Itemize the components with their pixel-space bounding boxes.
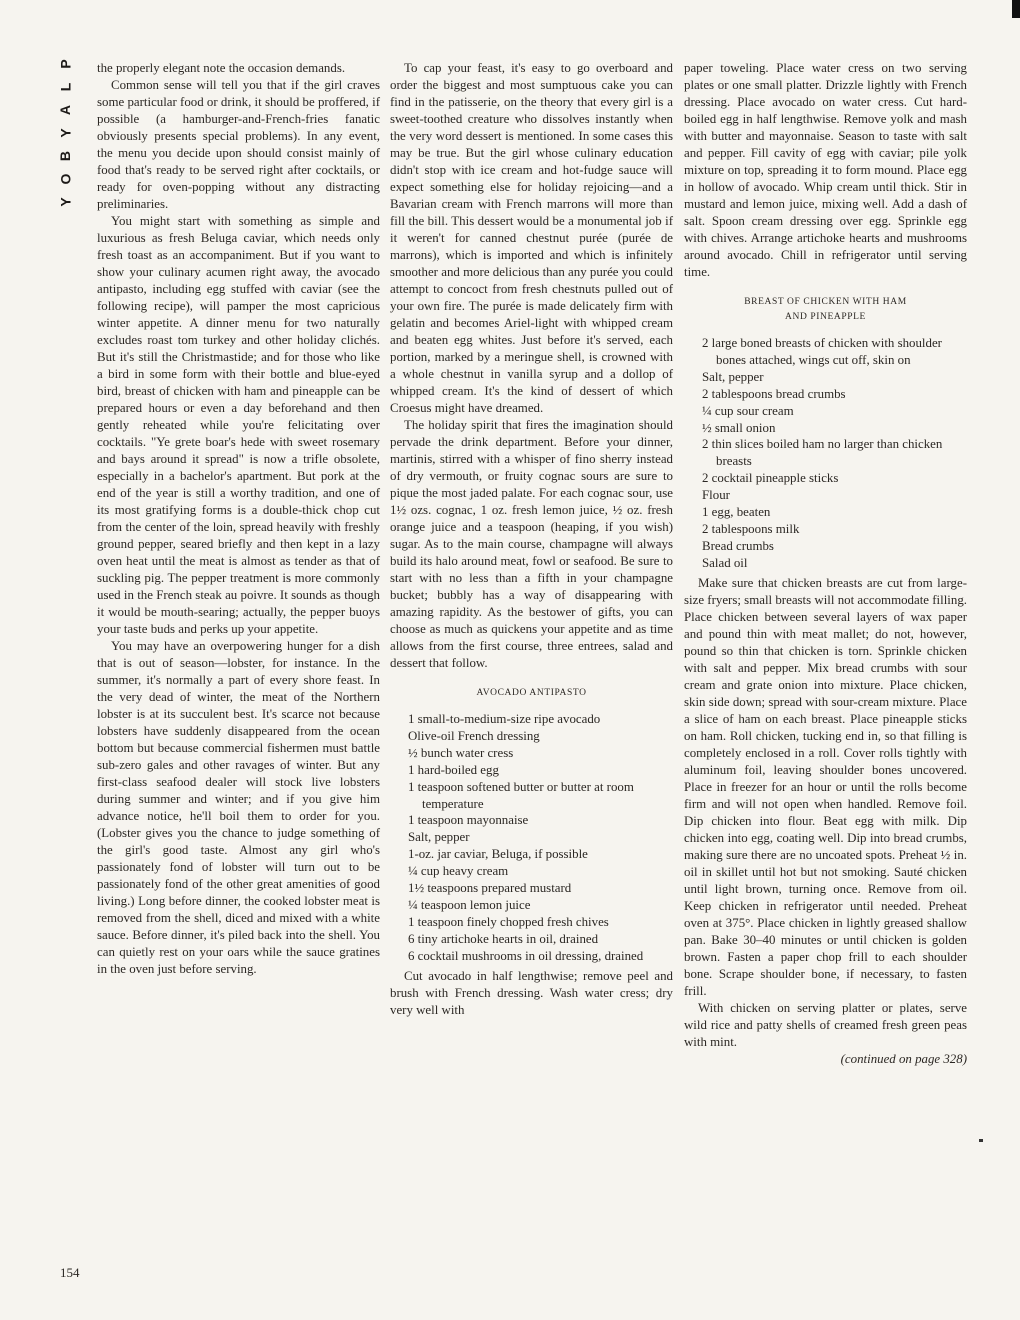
ingredient: 1 teaspoon softened butter or butter at room temperature <box>408 779 634 811</box>
ingredient: 6 cocktail mushrooms in oil dressing, drained <box>408 948 644 963</box>
paragraph: You might start with something as simple and luxurious as fresh Beluga caviar, which needs only fresh toast as an accompaniment. But if you want to show your culinary acumen right away, the avocado antipasto, including egg stuffed with caviar (see the following recipe), will pamper the most capricious winter appetite. A dinner menu for two naturally excludes roast tom turkey and other holiday clichés. But it's still the Christmastide; and for those who like a bird in some form with their bottle and blue-eyed bird, breast of chicken with ham and pineapple can be prepared hours or even a day beforehand and then gently reheated while you're felicitating over cocktails. "Ye grete boar's hede with sweet rosemary and bays around it spread" is now a trifle obsolete, especially in a bachelor's apartment. But pork at the end of the year is still a worthy tradition, and one of its most gratifying forms is a double-thick chop cut from the center of the loin, spread heavily with freshly ground pepper, seared briefly and then kept in a lazy oven heat until the meat is almost as tender as that of suckling pig. The pepper treatment is more commonly used in the French steak au poivre. It sounds as though it would be mouth-searing; actually, the pepper buoys your taste buds and perks up your appetite. <box>97 214 380 636</box>
ingredient: 6 tiny artichoke hearts in oil, drained <box>408 931 599 946</box>
brand-letter: A <box>57 104 74 116</box>
ingredient: 2 cocktail pineapple sticks <box>702 471 839 486</box>
recipe-title-line: BREAST OF CHICKEN WITH HAM <box>744 297 907 307</box>
ingredient: 2 large boned breasts of chicken with shoulder bones attached, wings cut off, skin on <box>702 336 942 367</box>
paragraph: Make sure that chicken breasts are cut from large-size fryers; small breasts will not accommodate filling. Place chicken between several layers of wax paper and pound thin with meat mallet; do not, however, pound so thin that chicken is torn. Sprinkle chicken with salt and pepper. Mix bread crumbs with sour cream and grate onion into mixture. Place chicken, skin side down; spread with sour-cream mixture. Place a slice of ham on each breast. Place pineapple sticks on ham. Roll chicken, tucking end in, so that filling is completely enclosed in a roll. Cover rolls tightly with aluminum foil, leaving shoulder bones uncovered. Place in freezer for an hour or until the rolls become firm and will not open when handled. Remove foil. Dip chicken into flour. Beat egg with milk. Dip chicken into egg, coating well. Dip into bread crumbs, making sure there are no uncoated spots. Preheat ½ in. oil in skillet until hot but not smoking. Sauté chicken until light brown, turning once. Remove from oil. Keep chicken in refrigerator until needed. Preheat oven at 375°. Place chicken in lightly greased shallow pan. Bake 30–40 minutes or until chicken is golden brown. Fasten a paper chop frill to each shoulder bone. Scrape shoulder bone, if necessary, to fasten frill. <box>684 575 967 998</box>
ingredient: 2 thin slices boiled ham no larger than chicken breasts <box>702 437 943 469</box>
recipe-method: Cut avocado in half lengthwise; remove peel and brush with French dressing. Wash water cress; dry very well with <box>390 968 673 1017</box>
brand-letter: O <box>57 173 74 185</box>
recipe-title: AVOCADO ANTIPASTO <box>476 688 587 698</box>
ingredient: Salt, pepper <box>702 369 764 384</box>
paragraph: You may have an overpowering hunger for a dish that is out of season—lobster, for instance. In the summer, it's normally a part of every shore feast. In the very dead of winter, the meat of the Northern lobster is at its succulent best. It's scarce not because lobsters have suddenly disappeared from the ocean bottom but because commercial fishermen must battle sub-zero gales and other ravages of winter. But any first-class seafood dealer will stock live lobsters during summer and winter; and if you give him advance notice, he'll boil them to order for you. (Lobster gives you the chance to judge something of the girl's good taste. Almost any girl who's passionately fond of lobster will turn out to be passionately fond of the other great amenities of good living.) Long before dinner, the cooked lobster meat is removed from the shell, diced and mixed with a white sauce. Before dinner, it's piled back into the shell. You can quietly rest on your oars while the sauce gratines in the oven just before serving. <box>97 639 380 976</box>
ingredient: ¼ teaspoon lemon juice <box>408 897 531 912</box>
ingredient: Flour <box>702 488 730 503</box>
recipe-title <box>684 295 967 325</box>
ingredient: 1½ teaspoons prepared mustard <box>408 881 572 896</box>
column-3 <box>684 60 967 1068</box>
continued-note: (continued on page 328) <box>840 1051 967 1066</box>
paragraph: With chicken on serving platter or plates, serve wild rice and patty shells of creamed fresh green peas with mint. <box>684 1000 967 1049</box>
ingredient: 1 egg, beaten <box>702 505 771 520</box>
brand-letter: L <box>57 82 74 92</box>
ingredient: ¼ cup heavy cream <box>408 864 509 879</box>
ingredient-list <box>390 711 673 965</box>
brand-letter: Y <box>57 197 74 207</box>
ingredient: ½ bunch water cress <box>408 745 514 760</box>
paragraph: Common sense will tell you that if the girl craves some particular food or drink, it should be proffered, if possible (a hamburger-and-French-fries fanatic obviously presents special problems). In any event, the menu you decide upon should consist mainly of food that's ready to be served right after cocktails, or ready for oven-popping without any distracting preliminaries. <box>97 78 380 211</box>
column-1 <box>97 60 380 978</box>
ingredient: Bread crumbs <box>702 538 774 553</box>
ingredient: ½ small onion <box>702 420 776 435</box>
recipe-title-line: AND PINEAPPLE <box>785 312 866 322</box>
ingredient: 2 tablespoons milk <box>702 521 800 536</box>
ingredient: Salt, pepper <box>408 830 470 845</box>
brand-letter: B <box>57 150 74 162</box>
paragraph: To cap your feast, it's easy to go overboard and order the biggest and most sumptuous cake you can find in the patisserie, on the theory that every girl is a sweet-toothed creature who dissolves instantly when the very word dessert is mentioned. In some cases this may be true. But the girl whose culinary education didn't stop with ice cream and hot-fudge sauce will expect something else for holiday rejoicing—and a Bavarian cream with French marrons will more than fill the bill. This dessert would be a monumental job if it weren't for canned chestnut purée (purée de marrons), which is imported and which is infinitely smoother and more delicious than any purée you could attempt to concoct from fresh chestnuts pulled out of your own fire. The purée is made delicately firm with gelatin and becomes Ariel-light with whipped cream and beaten egg whites. Just before it's served, each portion, marked by a meringue shell, is crowned with a whole chestnut in vanilla syrup and a dollop of whipped cream. It's the kind of dessert of which Croesus might have dreamed. <box>390 61 673 415</box>
brand-letter: Y <box>57 128 74 138</box>
ingredient: 1-oz. jar caviar, Beluga, if possible <box>408 847 588 862</box>
ingredient: Olive-oil French dressing <box>408 728 540 743</box>
ingredient-list <box>684 335 967 572</box>
ingredient: 1 hard-boiled egg <box>408 762 499 777</box>
margin-mark <box>979 1139 983 1142</box>
ingredient: 1 teaspoon mayonnaise <box>408 813 529 828</box>
corner-mark <box>1012 0 1020 18</box>
ingredient: 1 small-to-medium-size ripe avocado <box>408 712 601 726</box>
ingredient: Salad oil <box>702 555 748 570</box>
recipe-method: paper toweling. Place water cress on two serving plates or one small platter. Drizzle lightly with French dressing. Place avocado on water cress. Cut hard-boiled egg in half lengthwise. Remove yolk and mash with butter and mayonnaise. Season to taste with salt and pepper. Fill cavity of egg with caviar; pile yolk mixture on top, spreading it to form mound. Place egg in hollow of avocado. Whip cream until thick. Stir in mustard and lemon juice, mixing well. Add a dash of salt. Spoon cream dressing over egg. Sprinkle egg with chives. Arrange artichoke hearts and mushrooms around avocado. Chill in refrigerator until serving time. <box>684 61 967 279</box>
paragraph: the properly elegant note the occasion demands. <box>97 61 346 75</box>
ingredient: 2 tablespoons bread crumbs <box>702 386 846 401</box>
side-brand-title <box>57 58 74 208</box>
paragraph: The holiday spirit that fires the imagination should pervade the drink department. Before your dinner, martinis, stirred with a whisper of fino sherry instead of dry vermouth, or fruity cognac sours are sure to pique the most jaded palate. For each cognac sour, use 1½ ozs. cognac, 1 oz. fresh lemon juice, ½ oz. fresh orange juice and a teaspoon (heaping, if you wish) sugar. As to the main course, champagne will always build its halo around meat, fowl or seafood. Be sure to start with no less than a fifth in your champagne bucket; bubbly has a way of disappearing with amazing rapidity. As the bestower of gifts, you can choose as much as quickens your appetite and as time allows from the first course, three entrees, salad and dessert that follow. <box>390 418 673 670</box>
column-2 <box>390 60 673 1019</box>
brand-letter: P <box>57 59 74 69</box>
ingredient: 1 teaspoon finely chopped fresh chives <box>408 914 609 929</box>
page-number: 154 <box>60 1265 80 1280</box>
ingredient: ¼ cup sour cream <box>702 403 794 418</box>
